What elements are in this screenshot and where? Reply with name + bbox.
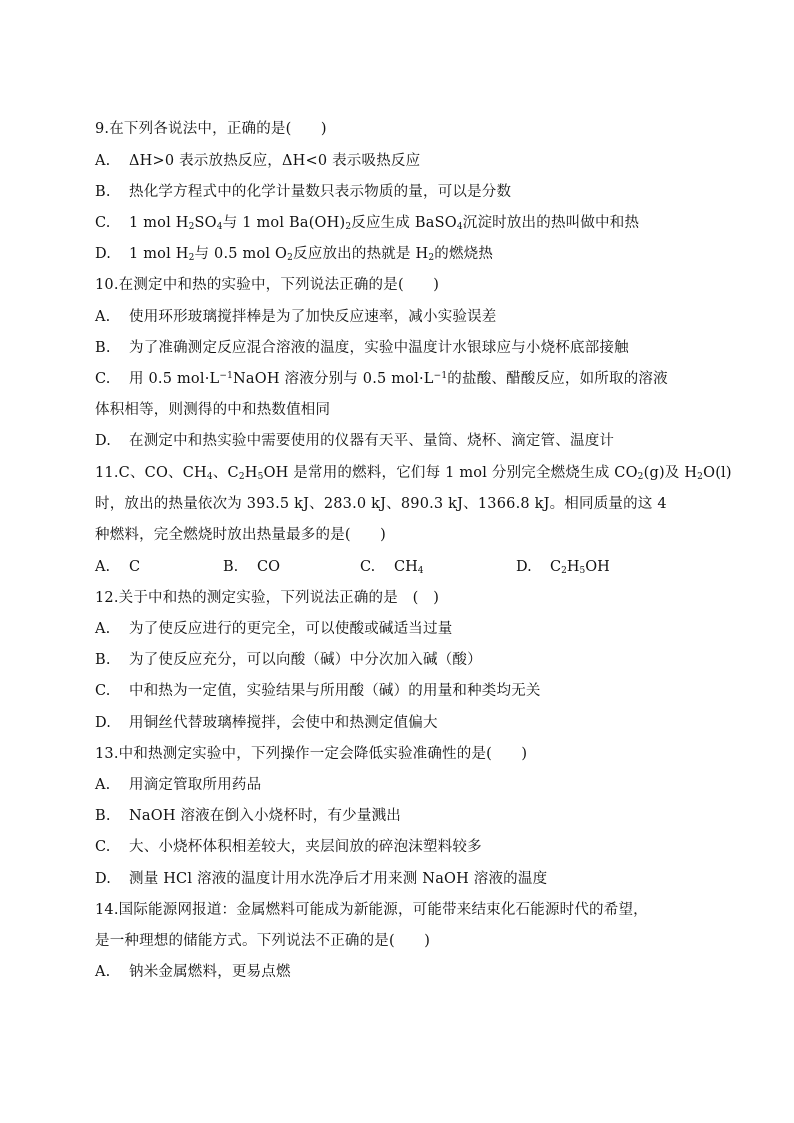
option-c-label: C.: [95, 839, 111, 855]
question-9-stem: [95, 119, 327, 139]
text-run: H: [244, 465, 258, 481]
option-a-label: A.: [95, 777, 111, 793]
subscript: 2: [561, 566, 567, 576]
text-run: 反应生成 BaSO: [351, 215, 457, 231]
text-run: OH 是常用的燃料，它们每 1 mol 分别完全燃烧生成 CO: [263, 465, 638, 481]
text-run: C: [550, 559, 562, 575]
text-run: 沉淀时放出的热叫做中和热: [462, 215, 640, 231]
stem-text-continued: 时，放出的热量依次为 393.5 kJ、283.0 kJ、890.3 kJ、1366.8 kJ。相同质量的这 4: [95, 496, 667, 512]
question-9-option-d: [95, 244, 493, 264]
question-11-option-d: [516, 557, 610, 577]
option-d-label: D.: [95, 433, 112, 449]
option-b-label: B.: [223, 559, 239, 575]
option-a-text: 钠米金属燃料，更易点燃: [129, 964, 291, 980]
question-11-option-a: [95, 557, 140, 577]
question-13-option-c: [95, 837, 482, 857]
subscript: 2: [287, 253, 294, 263]
subscript: 2: [428, 253, 435, 263]
option-a-label: A.: [95, 153, 111, 169]
stem-text-continued: 种燃料，完全燃烧时放出热量最多的是( ): [95, 527, 387, 543]
question-12-stem-text: 12.关于中和热的测定实验，下列说法正确的是 ( ): [95, 590, 440, 606]
question-11-stem-line3: [95, 525, 386, 545]
question-11-stem-line2: [95, 494, 667, 514]
text-run: (g)及 H: [643, 465, 698, 481]
option-b-label: B.: [95, 340, 111, 356]
text-run: 1 mol H: [129, 246, 189, 262]
question-10-option-a: [95, 307, 497, 327]
subscript: 2: [188, 253, 195, 263]
option-d-text: 测量 HCl 溶液的温度计用水洗净后才用来测 NaOH 溶液的温度: [129, 871, 548, 887]
question-12-option-c: [95, 681, 541, 701]
text-run: 与 1 mol Ba(OH): [222, 215, 346, 231]
superscript: −1: [219, 371, 234, 381]
question-9-option-b: [95, 182, 511, 202]
option-a-text: 用滴定管取所用药品: [129, 777, 262, 793]
question-12-stem: [95, 588, 439, 608]
option-d-label: D.: [516, 559, 532, 575]
question-10-option-b: [95, 338, 629, 358]
option-a-label: A.: [95, 621, 111, 637]
question-11-option-b: [223, 557, 280, 577]
option-a-text: ΔH>0 表示放热反应，ΔH<0 表示吸热反应: [129, 153, 421, 169]
question-13-option-b: [95, 806, 401, 826]
option-a-text: C: [129, 559, 141, 575]
text-run: 与 0.5 mol O: [194, 246, 288, 262]
option-d-label: D.: [95, 715, 112, 731]
question-11-option-c: [360, 557, 423, 577]
option-d-text: 用铜丝代替玻璃棒搅拌，会使中和热测定值偏大: [129, 715, 438, 731]
question-9-stem-text: 9.在下列各说法中，正确的是( ): [95, 121, 327, 137]
question-14-option-a: [95, 962, 291, 982]
option-b-label: B.: [95, 652, 111, 668]
question-9-option-a: [95, 151, 420, 171]
question-11-stem: [95, 463, 732, 483]
option-c-label: C.: [95, 215, 111, 231]
option-a-text: 使用环形玻璃搅拌棒是为了加快反应速率，减小实验误差: [129, 309, 497, 325]
text-run: O(l): [703, 465, 732, 481]
option-d-label: D.: [95, 246, 112, 262]
question-14-stem: [95, 900, 648, 920]
question-9-option-c: [95, 213, 639, 233]
subscript: 2: [345, 222, 352, 232]
question-12-option-a: [95, 619, 452, 639]
option-c-text: 大、小烧杯体积相差较大，夹层间放的碎泡沫塑料较多: [129, 839, 482, 855]
option-a-label: A.: [95, 964, 111, 980]
option-b-text: 热化学方程式中的化学计量数只表示物质的量，可以是分数: [129, 184, 512, 200]
option-d-label: D.: [95, 871, 112, 887]
subscript: 4: [417, 566, 424, 576]
option-b-text: 为了准确测定反应混合溶液的温度，实验中温度计水银球应与小烧杯底部接触: [129, 340, 629, 356]
text-run: NaOH 溶液分别与 0.5 mol·L: [233, 371, 434, 387]
question-12-option-d: [95, 713, 438, 733]
question-10-option-d: [95, 431, 614, 451]
text-run: 反应放出的热就是 H: [293, 246, 429, 262]
text-run: H: [566, 559, 580, 575]
subscript: 2: [697, 472, 704, 482]
text-run: OH: [585, 559, 610, 575]
text-run: 1 mol H: [129, 215, 189, 231]
question-10-stem-text: 10.在测定中和热的实验中，下列说法正确的是( ): [95, 277, 440, 293]
question-14-stem-text: 14.国际能源网报道：金属燃料可能成为新能源，可能带来结束化石能源时代的希望，: [95, 902, 648, 918]
option-b-label: B.: [95, 808, 111, 824]
question-10-option-c-line2: [95, 400, 330, 420]
option-c-label: C.: [95, 683, 111, 699]
option-c-label: C.: [360, 559, 376, 575]
option-b-text: NaOH 溶液在倒入小烧杯时，有少量溅出: [129, 808, 401, 824]
option-b-label: B.: [95, 184, 111, 200]
question-13-option-a: [95, 775, 261, 795]
option-c-text-continued: 体积相等，则测得的中和热数值相同: [95, 402, 331, 418]
subscript: 2: [188, 222, 195, 232]
option-a-label: A.: [95, 309, 111, 325]
question-13-stem: [95, 744, 527, 764]
text-run: 11.C、CO、CH: [95, 465, 207, 481]
option-a-text: 为了使反应进行的更完全，可以使酸或碱适当过量: [129, 621, 453, 637]
question-12-option-b: [95, 650, 482, 670]
question-10-stem: [95, 275, 439, 295]
question-11-options: [95, 557, 655, 577]
subscript: 4: [206, 472, 213, 482]
option-a-label: A.: [95, 559, 111, 575]
subscript: 5: [579, 566, 586, 576]
text-run: 用 0.5 mol·L: [129, 371, 220, 387]
stem-text-continued: 是一种理想的储能方式。下列说法不正确的是( ): [95, 933, 431, 949]
subscript: 2: [637, 472, 644, 482]
option-b-text: 为了使反应充分，可以向酸（碱）中分次加入碱（酸）: [129, 652, 482, 668]
option-c-text: 中和热为一定值，实验结果与所用酸（碱）的用量和种类均无关: [129, 683, 541, 699]
text-run: 的燃烧热: [434, 246, 494, 262]
text-run: 、C: [212, 465, 239, 481]
text-run: CH: [394, 559, 418, 575]
subscript: 2: [238, 472, 245, 482]
text-run: SO: [194, 215, 217, 231]
option-c-label: C.: [95, 371, 111, 387]
subscript: 4: [216, 222, 223, 232]
text-run: 的盐酸、醋酸反应，如所取的溶液: [447, 371, 668, 387]
question-14-stem-line2: [95, 931, 430, 951]
option-d-text: 在测定中和热实验中需要使用的仪器有天平、量筒、烧杯、滴定管、温度计: [129, 433, 615, 449]
subscript: 5: [257, 472, 264, 482]
superscript: −1: [433, 371, 448, 381]
option-b-text: CO: [257, 559, 280, 575]
question-13-option-d: [95, 869, 547, 889]
subscript: 4: [456, 222, 463, 232]
question-10-option-c: [95, 369, 668, 389]
question-13-stem-text: 13.中和热测定实验中，下列操作一定会降低实验准确性的是( ): [95, 746, 528, 762]
